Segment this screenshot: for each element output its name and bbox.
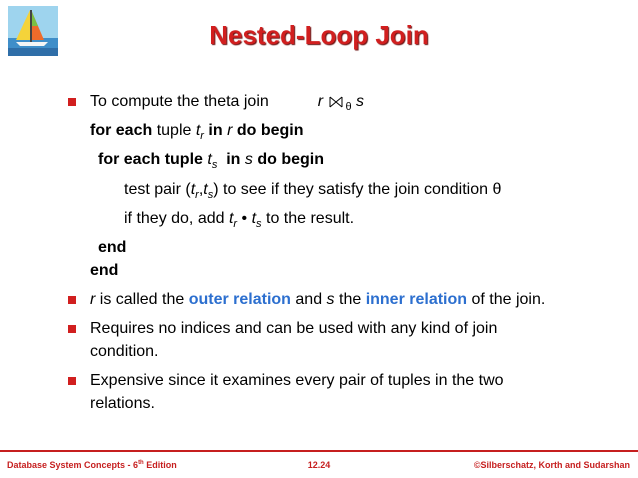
- code-line-4: if they do, add $t_r$ • $t_s$ to the result.: [124, 209, 355, 230]
- code-line-2: for each tuple $t_s$ in s do begin: [98, 151, 324, 172]
- bullet-outer-inner: r is called the outer relation and s the inner relation of the join.: [68, 288, 628, 311]
- bullet-theta-join: [68, 90, 628, 119]
- bullet-square-icon: [68, 98, 76, 106]
- theta-symbol: θ: [345, 101, 352, 114]
- code-line-1: for each tuple $t_r$ in r do begin: [90, 122, 304, 143]
- bullet-square-icon: [68, 296, 76, 304]
- bullet-no-indices: Requires no indices and can be used with any kind of join condition.: [68, 317, 628, 363]
- bullet-square-icon: [68, 377, 76, 385]
- slide-footer: [0, 450, 638, 478]
- inner-relation-term: inner relation: [365, 290, 468, 308]
- relation-r: r: [317, 93, 324, 110]
- code-line-5: end: [98, 238, 127, 256]
- code-line-6: end: [90, 261, 119, 279]
- slide-content: [68, 90, 628, 415]
- outer-relation-term: outer relation: [188, 290, 291, 308]
- code-line-3: test pair $(t_r,t_s)$ to see if they satisfy the join condition θ: [124, 180, 502, 201]
- slide-title: Nested-Loop Join: [209, 20, 429, 50]
- theta-join-icon: [329, 96, 343, 108]
- footer-copyright: ©Silberschatz, Korth and Sudarshan: [473, 460, 630, 470]
- bullet-square-icon: [68, 325, 76, 333]
- footer-page-number: 12.24: [307, 460, 331, 470]
- bullet-text: To compute the theta join: [90, 93, 269, 110]
- footer-book-title: Database System Concepts - 6th Edition: [7, 460, 177, 470]
- bullet-expensive: Expensive since it examines every pair of tuples in the two relations.: [68, 369, 628, 415]
- relation-s: s: [356, 93, 365, 110]
